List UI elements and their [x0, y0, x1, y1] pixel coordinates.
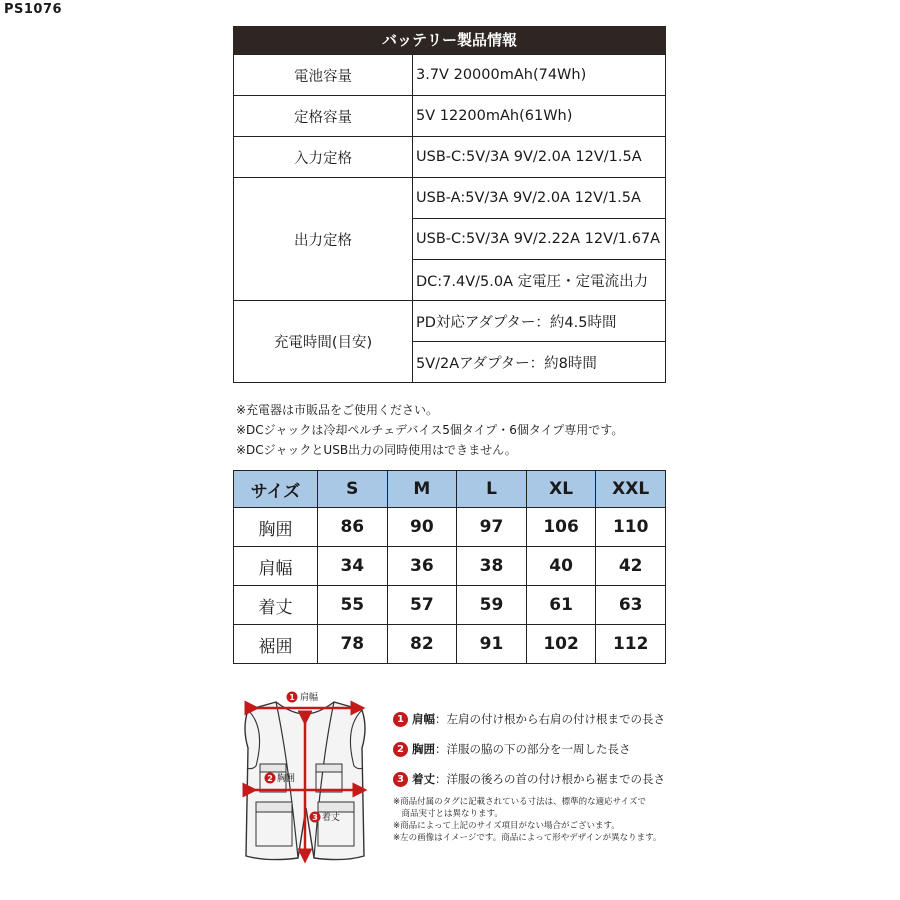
capacity-label: 電池容量 [234, 55, 413, 96]
table-cell: 102 [526, 625, 596, 664]
fine-print-line: ※商品付属のタグに記載されている寸法は、標準的な適応サイズで [393, 797, 646, 807]
table-cell: 97 [457, 508, 527, 547]
table-cell: 78 [318, 625, 388, 664]
header-cell: L [457, 471, 527, 508]
table-cell: 90 [387, 508, 457, 547]
row-label: 胸囲 [234, 508, 318, 547]
battery-notes [236, 400, 623, 460]
table-cell: 40 [526, 547, 596, 586]
input-label: 入力定格 [234, 137, 413, 178]
header-cell: XL [526, 471, 596, 508]
fine-print-line: ※商品によって上記のサイズ項目がない場合がございます。 [393, 821, 620, 831]
table-cell: 91 [457, 625, 527, 664]
charge-label: 充電時間(目安) [234, 301, 413, 383]
table-cell: 112 [596, 625, 666, 664]
table-cell: 57 [387, 586, 457, 625]
table-cell: 82 [387, 625, 457, 664]
legend-desc: ：洋服の後ろの首の付け根から裾までの長さ [435, 772, 665, 786]
note: ※充電器は市販品をご使用ください。 [236, 403, 439, 417]
table-cell: 55 [318, 586, 388, 625]
table-cell: 36 [387, 547, 457, 586]
legend-term: 胸囲 [412, 742, 435, 756]
legend-item [393, 710, 665, 728]
table-cell: 42 [596, 547, 666, 586]
output-value-usb-c: USB-C:5V/3A 9V/2.22A 12V/1.67A [413, 219, 666, 260]
number-badge: 2 [393, 742, 408, 757]
table-row [234, 508, 666, 547]
badge-number: 2 [267, 774, 273, 783]
legend-item [393, 770, 665, 788]
table-cell: 106 [526, 508, 596, 547]
header-cell: サイズ [234, 471, 318, 508]
header-cell: M [387, 471, 457, 508]
legend-desc: ：洋服の脇の下の部分を一周した長さ [435, 742, 631, 756]
badge-number: 1 [289, 693, 295, 702]
length-label: 着丈 [322, 813, 341, 823]
table-cell: 38 [457, 547, 527, 586]
size-table [233, 470, 666, 664]
table-cell: 86 [318, 508, 388, 547]
measurement-legend [393, 710, 665, 844]
vest-diagram [238, 688, 373, 868]
row-label: 肩幅 [234, 547, 318, 586]
battery-info-table [233, 26, 666, 383]
output-value-usb-a: USB-A:5V/3A 9V/2.0A 12V/1.5A [413, 178, 666, 219]
legend-term: 肩幅 [412, 712, 435, 726]
product-code: PS1076 [4, 2, 63, 17]
badge-number: 3 [312, 813, 318, 822]
table-cell: 63 [596, 586, 666, 625]
size-table-header [234, 471, 666, 508]
charge-value-5v: 5V/2Aアダプター：約8時間 [413, 342, 666, 383]
table-cell: 61 [526, 586, 596, 625]
fine-print-line: 商品実寸とは異なります。 [393, 809, 503, 819]
table-row [234, 625, 666, 664]
number-badge: 3 [393, 772, 408, 787]
header-cell: XXL [596, 471, 666, 508]
row-label: 着丈 [234, 586, 318, 625]
capacity-value: 3.7V 20000mAh(74Wh) [413, 55, 666, 96]
rated-label: 定格容量 [234, 96, 413, 137]
table-cell: 110 [596, 508, 666, 547]
chest-label: 胸囲 [277, 774, 296, 784]
fine-print [393, 796, 665, 844]
number-badge: 1 [393, 712, 408, 727]
note: ※DCジャックは冷却ペルチェデバイス5個タイプ・6個タイプ専用です。 [236, 423, 624, 437]
table-row [234, 547, 666, 586]
output-label: 出力定格 [234, 178, 413, 301]
note: ※DCジャックとUSB出力の同時使用はできません。 [236, 443, 517, 457]
rated-value: 5V 12200mAh(61Wh) [413, 96, 666, 137]
table-row [234, 586, 666, 625]
legend-item [393, 740, 665, 758]
battery-table-title: バッテリー製品情報 [233, 26, 666, 54]
charge-value-pd: PD対応アダプター：約4.5時間 [413, 301, 666, 342]
header-cell: S [318, 471, 388, 508]
output-value-dc: DC:7.4V/5.0A 定電圧・定電流出力 [413, 260, 666, 301]
input-value: USB-C:5V/3A 9V/2.0A 12V/1.5A [413, 137, 666, 178]
table-cell: 34 [318, 547, 388, 586]
legend-term: 着丈 [412, 772, 435, 786]
row-label: 裾囲 [234, 625, 318, 664]
fine-print-line: ※左の画像はイメージです。商品によって形やデザインが異なります。 [393, 833, 662, 843]
table-cell: 59 [457, 586, 527, 625]
legend-desc: ：左肩の付け根から右肩の付け根までの長さ [435, 712, 665, 726]
shoulder-label: 肩幅 [300, 693, 319, 703]
